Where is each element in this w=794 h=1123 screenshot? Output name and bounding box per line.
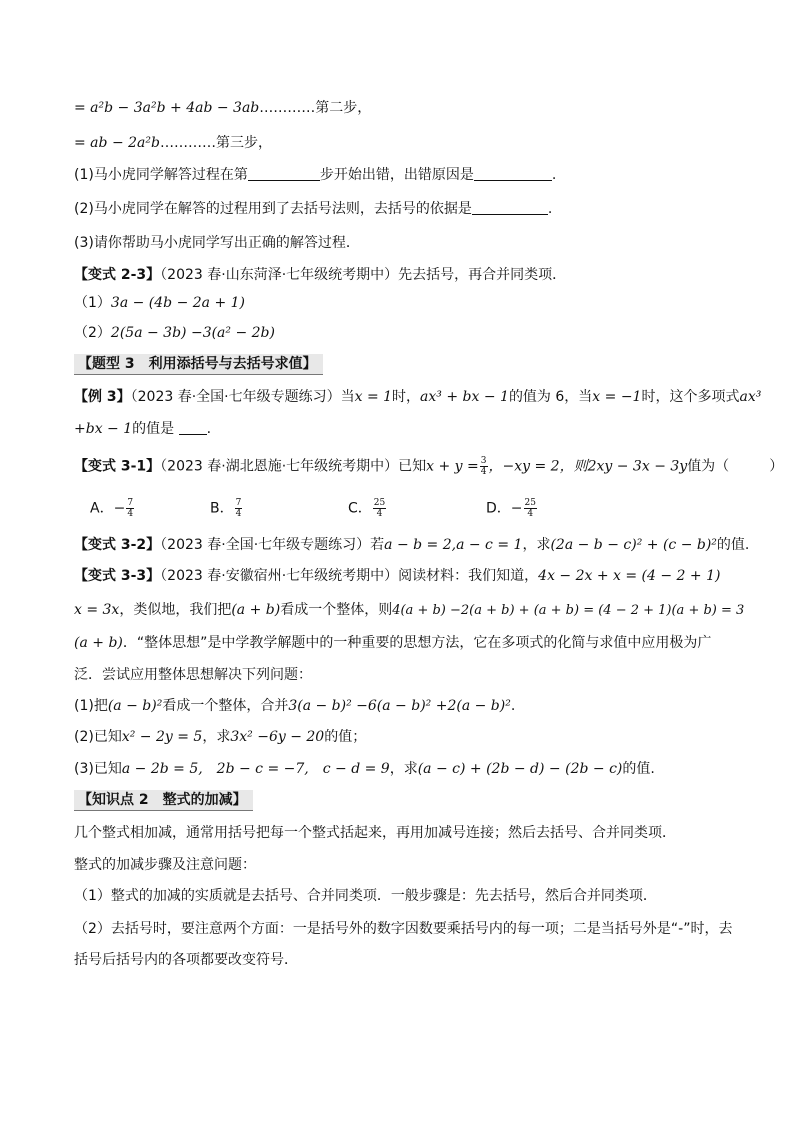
variant-text: 值为（ bbox=[687, 458, 730, 475]
variant-3-3-line-1 bbox=[74, 566, 720, 586]
knowledge-2-para-2: 整式的加减步骤及注意问题： bbox=[74, 857, 256, 873]
option-sign: − bbox=[113, 500, 126, 517]
step2-expression: = a²b − 3a²b + 4ab − 3ab bbox=[74, 100, 260, 116]
knowledge-title: 【知识点 2 整式的加减】 bbox=[74, 790, 253, 811]
option-d[interactable] bbox=[486, 498, 538, 519]
example-text: （2023 春·全国·七年级专题练习）当 bbox=[130, 389, 355, 405]
question-part-2 bbox=[74, 199, 552, 219]
option-label: A． bbox=[90, 500, 114, 517]
example-3-line-2 bbox=[74, 419, 211, 439]
option-label: D． bbox=[486, 500, 511, 517]
knowledge-2-heading bbox=[74, 790, 253, 811]
example-text: 的值是 bbox=[132, 421, 175, 437]
example-expression: ax³ bbox=[739, 389, 762, 405]
variant-expression: (a + b) bbox=[231, 602, 281, 618]
variant-tag: 【变式 2-3】 bbox=[74, 267, 161, 283]
variant-2-3-header bbox=[74, 265, 566, 285]
step3-label: 第三步， bbox=[215, 135, 272, 151]
variant-expression: x = 3x bbox=[74, 602, 120, 618]
fraction-denominator: 4 bbox=[235, 509, 242, 519]
example-text: 的值为 6，当 bbox=[508, 389, 593, 405]
part-expression: a − 2b = 5, 2b − c = −7, c − d = 9 bbox=[121, 761, 390, 777]
step2-dots: ………… bbox=[259, 100, 316, 116]
variant-tag: 【变式 3-2】 bbox=[74, 537, 161, 553]
variant-expression: ，−xy = 2，则 bbox=[488, 458, 588, 475]
fraction-denominator: 4 bbox=[376, 509, 383, 519]
variant-3-3-part-3 bbox=[74, 759, 655, 779]
topic-3-heading bbox=[74, 354, 323, 375]
answer-blank bbox=[472, 200, 548, 215]
part-expression: (a − b)² bbox=[107, 698, 163, 714]
part-end: 的值； bbox=[324, 729, 367, 745]
variant-3-3-line-2 bbox=[74, 600, 744, 621]
knowledge-2-para-4-line-2: 括号后括号内的各项都要改变符号． bbox=[74, 952, 298, 968]
part1-text-a: (1)马小虎同学解答过程在第 bbox=[74, 167, 248, 183]
fraction bbox=[373, 498, 386, 519]
variant-source: （2023 春·山东菏泽·七年级统考期中）先去括号，再合并同类项． bbox=[160, 267, 567, 283]
part2-end: . bbox=[547, 201, 553, 217]
option-sign: − bbox=[510, 500, 523, 517]
fraction-numerator: 3 bbox=[480, 456, 487, 466]
variant-text: 的值. bbox=[716, 537, 750, 553]
part2-text: (2)马小虎同学在解答的过程用到了去括号法则，去括号的依据是 bbox=[74, 201, 472, 217]
variant-3-3-part-1 bbox=[74, 696, 515, 716]
fraction-denominator: 4 bbox=[480, 467, 487, 477]
example-expression: +bx − 1 bbox=[74, 421, 133, 437]
part1-end: . bbox=[551, 167, 557, 183]
part-expression: 3x² −6y − 20 bbox=[230, 729, 325, 745]
variant-3-2 bbox=[74, 535, 749, 555]
variant-text: （2023 春·全国·七年级专题练习）若 bbox=[160, 537, 385, 553]
variant-expression: a − b = 2,a − c = 1 bbox=[384, 537, 523, 553]
example-expression: ax³ + bx − 1 bbox=[420, 389, 509, 405]
variant-text: 看成一个整体，则 bbox=[280, 602, 393, 618]
part-text: ，求 bbox=[389, 761, 418, 777]
variant-text: ，类似地，我们把 bbox=[119, 602, 232, 618]
option-a[interactable] bbox=[90, 498, 135, 519]
fraction bbox=[480, 456, 488, 477]
variant-expression: 4(a + b) −2(a + b) + (a + b) = (4 − 2 + 1)(a + b) = 3 bbox=[392, 603, 745, 618]
option-b[interactable] bbox=[210, 498, 243, 519]
item-expression: 3a − (4b − 2a + 1) bbox=[110, 295, 246, 311]
answer-blank bbox=[474, 166, 552, 181]
variant-text: ，求 bbox=[522, 537, 551, 553]
variant-tag: 【变式 3-3】 bbox=[74, 568, 161, 584]
variant-3-3-part-2 bbox=[74, 727, 366, 747]
step3-expression: = ab − 2a²b bbox=[74, 135, 160, 151]
fraction bbox=[524, 498, 537, 519]
variant-expression: (a + b) bbox=[74, 635, 123, 651]
variant-text: ） bbox=[769, 458, 784, 475]
variant-2-3-item-1 bbox=[74, 293, 245, 313]
variant-3-3-line-4: 泛．尝试应用整体思想解决下列问题： bbox=[74, 667, 312, 683]
variant-2-3-item-2 bbox=[74, 323, 275, 343]
knowledge-2-para-1: 几个整式相加减，通常用括号把每一个整式括起来，再用加减号连接；然后去括号、合并同类项． bbox=[74, 825, 676, 841]
part-text: 看成一个整体，合并 bbox=[162, 698, 289, 714]
fraction-numerator: 25 bbox=[373, 498, 386, 508]
part-text: ，求 bbox=[202, 729, 231, 745]
variant-text: ．“整体思想”是中学教学解题中的一种重要的思想方法，它在多项式的化简与求值中应用极为广 bbox=[122, 635, 712, 651]
knowledge-2-para-4-line-1: （2）去括号时，要注意两个方面：一是括号外的数字因数要乘括号内的每一项；二是当括号外是“-”时，去 bbox=[74, 921, 733, 937]
part-expression: 3(a − b)² −6(a − b)² +2(a − b)² bbox=[288, 698, 511, 714]
example-3-line-1 bbox=[74, 387, 761, 407]
option-label: C． bbox=[348, 500, 372, 517]
fraction-numerator: 7 bbox=[235, 498, 242, 508]
part1-text-b: 步开始出错，出错原因是 bbox=[319, 167, 474, 183]
step2-label: 第二步， bbox=[315, 100, 372, 116]
example-expression: x = 1 bbox=[354, 389, 393, 405]
item-label: （1） bbox=[74, 295, 111, 311]
variant-tag: 【变式 3-1】 bbox=[74, 458, 161, 475]
example-tag: 【例 3】 bbox=[74, 389, 131, 405]
fraction bbox=[126, 498, 134, 519]
knowledge-2-para-3: （1）整式的加减的实质就是去括号、合并同类项．一般步骤是：先去括号，然后合并同类项． bbox=[74, 888, 657, 904]
variant-expression: (2a − b − c)² + (c − b)² bbox=[550, 537, 717, 553]
fraction-numerator: 7 bbox=[127, 498, 134, 508]
fraction-denominator: 4 bbox=[527, 509, 534, 519]
variant-3-1-header bbox=[74, 456, 783, 477]
part-text: (1)把 bbox=[74, 698, 108, 714]
variant-expression: 4x − 2x + x = (4 − 2 + 1) bbox=[538, 568, 721, 584]
step3-dots: ………… bbox=[159, 135, 216, 151]
item-label: （2） bbox=[74, 325, 111, 341]
answer-blank bbox=[248, 166, 320, 181]
fraction bbox=[235, 498, 243, 519]
solution-step-2 bbox=[74, 98, 371, 118]
part-expression: (a − c) + (2b − d) − (2b − c) bbox=[417, 761, 623, 777]
variant-expression: 2xy − 3x − 3y bbox=[587, 458, 688, 475]
variant-expression: x + y = bbox=[426, 458, 479, 475]
solution-step-3 bbox=[74, 133, 272, 153]
item-expression: 2(5a − 3b) −3(a² − 2b) bbox=[110, 325, 275, 341]
fraction-denominator: 4 bbox=[127, 509, 134, 519]
question-part-1 bbox=[74, 165, 556, 185]
variant-3-3-line-3 bbox=[74, 633, 711, 653]
answer-blank bbox=[179, 420, 207, 435]
part-expression: x² − 2y = 5 bbox=[121, 729, 203, 745]
fraction-numerator: 25 bbox=[524, 498, 536, 508]
question-part-3: (3)请你帮助马小虎同学写出正确的解答过程． bbox=[74, 235, 360, 251]
example-text: 时， bbox=[392, 389, 421, 405]
topic-title: 【题型 3 利用添括号与去括号求值】 bbox=[74, 354, 323, 375]
example-end: . bbox=[206, 421, 212, 437]
option-label: B． bbox=[210, 500, 234, 517]
variant-text: （2023 春·湖北恩施·七年级统考期中）已知 bbox=[160, 458, 427, 475]
part-text: (3)已知 bbox=[74, 761, 122, 777]
option-c[interactable] bbox=[348, 498, 387, 519]
part-end: 的值. bbox=[622, 761, 655, 777]
part-text: (2)已知 bbox=[74, 729, 122, 745]
part-end: . bbox=[510, 698, 516, 714]
variant-text: （2023 春·安徽宿州·七年级统考期中）阅读材料：我们知道， bbox=[160, 568, 539, 584]
example-text: 时，这个多项式 bbox=[641, 389, 740, 405]
example-expression: x = −1 bbox=[592, 389, 642, 405]
